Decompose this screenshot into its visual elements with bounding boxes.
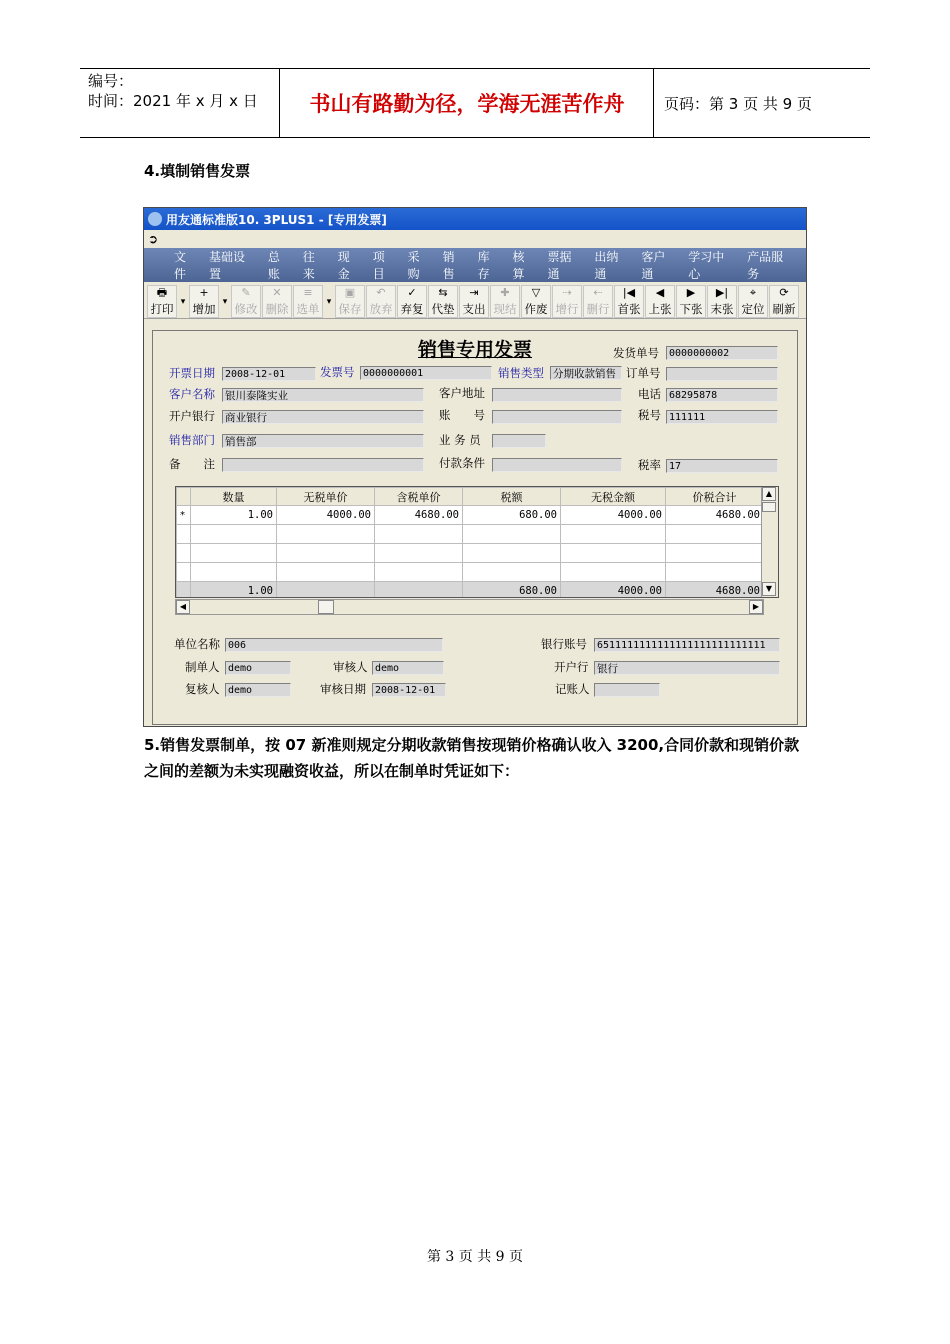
toolbar-icon: ⟳ <box>779 286 789 299</box>
toolbar-icon: ▽ <box>531 286 541 299</box>
toolbar-button[interactable] <box>676 285 706 318</box>
sale-type-label: 销售类型 <box>498 366 544 380</box>
grid-total-cell: 680.00 <box>463 582 561 599</box>
menu-item[interactable]: 客户通 <box>641 250 666 281</box>
toolbar-label: 增行 <box>555 302 579 316</box>
ship-no-field[interactable]: 0000000002 <box>666 346 778 360</box>
toolbar-icon: ⇥ <box>469 286 479 299</box>
toolbar-icon: 🖶 <box>156 286 168 299</box>
account-field[interactable] <box>492 410 622 424</box>
grid-total-cell: 4680.00 <box>666 582 764 599</box>
bookkeeper-label: 记账人 <box>555 682 590 696</box>
toolbar-button[interactable] <box>335 285 365 318</box>
toolbar-label: 增加 <box>192 302 216 316</box>
toolbar-icon: ◀ <box>655 286 665 299</box>
toolbar-label: 选单 <box>296 302 320 316</box>
grid-cell[interactable] <box>463 563 561 582</box>
grid-total-cell <box>277 582 375 599</box>
exit-arrow-icon[interactable]: ➲ <box>148 232 159 246</box>
open-bank-field[interactable]: 银行 <box>594 661 780 675</box>
address-label: 客户地址 <box>439 386 485 400</box>
toolbar-icon: ⇆ <box>438 286 448 299</box>
auditor-label: 审核人 <box>333 660 368 674</box>
grid-vertical-scrollbar[interactable] <box>761 487 778 597</box>
toolbar-button[interactable] <box>189 285 219 318</box>
phone-label: 电话 <box>638 387 661 401</box>
grid-cell[interactable]: 4000.00 <box>277 506 375 525</box>
menu-item[interactable]: 现金 <box>337 250 350 281</box>
dropdown-arrow-icon[interactable]: ▾ <box>326 296 332 307</box>
menu-item[interactable]: 核算 <box>512 250 525 281</box>
grid-cell[interactable] <box>463 544 561 563</box>
toolbar-button[interactable] <box>262 285 292 318</box>
invoice-title: 销售专用发票 <box>418 339 533 361</box>
app-logo-icon <box>148 212 162 226</box>
tax-rate-label: 税率 <box>638 458 661 472</box>
row-marker <box>177 582 191 599</box>
grid-cell[interactable] <box>375 544 463 563</box>
toolbar-button[interactable] <box>428 285 458 318</box>
grid-total-cell <box>375 582 463 599</box>
pay-terms-field[interactable] <box>492 458 622 472</box>
section-5-text: 5.销售发票制单，按 07 新准则规定分期收款销售按现销价格确认收入 3200,合同价款和现销价款之间的差额为未实现融资收益，所以在制单时凭证如下： <box>144 736 800 780</box>
table-row[interactable] <box>177 563 764 582</box>
reviewer-label: 复核人 <box>185 682 220 696</box>
tax-no-label: 税号 <box>638 408 661 422</box>
grid-cell[interactable] <box>375 563 463 582</box>
grid-total-cell: 4000.00 <box>561 582 666 599</box>
grid-cell[interactable] <box>375 525 463 544</box>
toolbar-button[interactable] <box>397 285 427 318</box>
table-row[interactable] <box>177 544 764 563</box>
grid-cell[interactable] <box>191 525 277 544</box>
grid-cell[interactable] <box>277 544 375 563</box>
toolbar-button[interactable] <box>614 285 644 318</box>
reviewer-field[interactable]: demo <box>225 683 291 697</box>
toolbar-button[interactable] <box>459 285 489 318</box>
bank-label: 开户银行 <box>169 409 215 423</box>
toolbar-icon: ✓ <box>407 286 417 299</box>
invoice-no-label: 发票号 <box>320 365 355 379</box>
toolbar-button[interactable] <box>147 285 177 318</box>
grid-column-header[interactable]: 税额 <box>463 488 561 506</box>
grid-column-header[interactable]: 价税合计 <box>666 488 764 506</box>
toolbar-label: 首张 <box>617 302 641 316</box>
grid-cell[interactable]: 1.00 <box>191 506 277 525</box>
toolbar-icon: ≡ <box>303 286 313 299</box>
order-no-label: 订单号 <box>626 366 661 380</box>
customer-field[interactable]: 银川泰隆实业 <box>222 388 424 402</box>
dropdown-arrow-icon[interactable]: ▾ <box>222 296 228 307</box>
row-marker <box>177 525 191 544</box>
toolbar <box>144 282 806 319</box>
grid-column-header[interactable]: 含税单价 <box>375 488 463 506</box>
auditor-field[interactable]: demo <box>372 661 444 675</box>
motto: 书山有路勤为径，学海无涯苦作舟 <box>281 69 654 137</box>
toolbar-icon: ✕ <box>272 286 282 299</box>
menu-bar <box>144 248 806 282</box>
toolbar-button[interactable] <box>583 285 613 318</box>
tax-rate-field[interactable]: 17 <box>666 459 778 473</box>
table-row[interactable] <box>177 506 764 525</box>
dropdown-arrow-icon[interactable]: ▾ <box>180 296 186 307</box>
toolbar-label: 末张 <box>710 302 734 316</box>
toolbar-label: 代垫 <box>431 302 455 316</box>
toolbar-label: 删行 <box>586 302 610 316</box>
grid-total-row <box>177 582 764 599</box>
menu-item[interactable]: 学习中心 <box>688 250 725 281</box>
toolbar-icon: ✚ <box>500 286 510 299</box>
grid-cell[interactable] <box>666 544 764 563</box>
toolbar-button[interactable] <box>231 285 261 318</box>
pay-terms-label: 付款条件 <box>439 456 485 470</box>
toolbar-button[interactable] <box>366 285 396 318</box>
document-header <box>80 68 870 138</box>
scroll-right-icon[interactable]: ▶ <box>749 600 763 614</box>
remark-label: 备 注 <box>169 457 215 471</box>
grid-horizontal-scrollbar[interactable] <box>175 599 764 615</box>
grid-cell[interactable] <box>191 563 277 582</box>
date-field[interactable]: 2008-12-01 <box>222 367 316 381</box>
grid-corner <box>177 488 191 506</box>
invoice-lines-grid <box>175 486 779 598</box>
page-info: 页码：第 3 页 共 9 页 <box>664 94 812 113</box>
toolbar-button[interactable] <box>521 285 551 318</box>
toolbar-button[interactable] <box>738 285 768 318</box>
toolbar-icon: ⇠ <box>593 286 603 299</box>
toolbar-label: 放弃 <box>369 302 393 316</box>
window-titlebar[interactable] <box>144 208 806 230</box>
toolbar-label: 弃复 <box>400 302 424 316</box>
grid-cell[interactable] <box>666 525 764 544</box>
grid-cell[interactable] <box>561 525 666 544</box>
customer-label: 客户名称 <box>169 387 215 401</box>
toolbar-label: 修改 <box>234 302 258 316</box>
toolbar-button[interactable] <box>293 285 323 318</box>
dept-field[interactable]: 销售部 <box>222 434 424 448</box>
grid-cell[interactable]: 680.00 <box>463 506 561 525</box>
toolbar-icon: ▶ <box>686 286 696 299</box>
toolbar-button[interactable] <box>645 285 675 318</box>
toolbar-icon: ↶ <box>376 286 386 299</box>
section-4-title: 4.填制销售发票 <box>144 162 251 180</box>
sub-bar <box>144 230 806 248</box>
order-no-field[interactable] <box>666 367 778 381</box>
open-bank-label: 开户行 <box>554 660 589 674</box>
grid-cell[interactable] <box>463 525 561 544</box>
bank-acct-field[interactable]: 6511111111111111111111111111 <box>594 638 780 652</box>
h-scroll-thumb[interactable] <box>318 600 334 614</box>
menu-item[interactable]: 销售 <box>442 250 455 281</box>
toolbar-label: 刷新 <box>772 302 796 316</box>
toolbar-label: 定位 <box>741 302 765 316</box>
grid-header-row <box>177 488 764 506</box>
grid-cell[interactable] <box>277 563 375 582</box>
toolbar-label: 保存 <box>338 302 362 316</box>
menu-item[interactable]: 项目 <box>372 250 385 281</box>
number-label: 编号： <box>88 72 134 90</box>
row-marker <box>177 544 191 563</box>
toolbar-button[interactable] <box>707 285 737 318</box>
grid-table <box>176 487 764 598</box>
toolbar-button[interactable] <box>490 285 520 318</box>
row-marker: * <box>177 506 191 525</box>
toolbar-label: 下张 <box>679 302 703 316</box>
menu-item[interactable]: 产品服务 <box>747 250 784 281</box>
scroll-up-icon[interactable]: ▲ <box>762 487 776 501</box>
page-footer: 第 3 页 共 9 页 <box>426 1249 524 1265</box>
header-meta-cell <box>80 69 280 137</box>
menu-item[interactable]: 文件 <box>174 250 187 281</box>
grid-cell[interactable]: 4680.00 <box>666 506 764 525</box>
audit-date-field[interactable]: 2008-12-01 <box>372 683 446 697</box>
address-field[interactable] <box>492 388 622 402</box>
sale-type-field[interactable]: 分期收款销售 <box>550 366 622 380</box>
toolbar-icon: |◀ <box>622 286 636 299</box>
grid-cell[interactable] <box>666 563 764 582</box>
salesman-label: 业 务 员 <box>439 433 481 447</box>
scroll-down-icon[interactable]: ▼ <box>762 582 776 596</box>
menu-item[interactable]: 出纳通 <box>594 250 619 281</box>
toolbar-label: 现结 <box>493 302 517 316</box>
time-label: 时间：2021 年 x 月 x 日 <box>88 92 258 110</box>
grid-cell[interactable] <box>561 544 666 563</box>
toolbar-label: 支出 <box>462 302 486 316</box>
bookkeeper-field[interactable] <box>594 683 660 697</box>
toolbar-icon: ▶| <box>715 286 729 299</box>
grid-column-header[interactable]: 无税金额 <box>561 488 666 506</box>
grid-cell[interactable] <box>191 544 277 563</box>
toolbar-label: 作废 <box>524 302 548 316</box>
audit-date-label: 审核日期 <box>320 682 366 696</box>
invoice-no-field[interactable]: 0000000001 <box>360 366 492 380</box>
menu-item[interactable]: 基础设置 <box>208 250 245 281</box>
window-title: 用友通标准版10. 3PLUS1 - [专用发票] <box>166 212 387 227</box>
scroll-thumb[interactable] <box>762 502 776 512</box>
grid-total-cell: 1.00 <box>191 582 277 599</box>
toolbar-label: 上张 <box>648 302 672 316</box>
toolbar-icon: ⌖ <box>749 286 757 299</box>
toolbar-icon: ▣ <box>344 286 356 299</box>
invoice-form <box>152 330 798 725</box>
salesman-field[interactable] <box>492 434 546 448</box>
grid-column-header[interactable]: 数量 <box>191 488 277 506</box>
grid-cell[interactable] <box>277 525 375 544</box>
account-label: 账 号 <box>439 408 485 422</box>
phone-field[interactable]: 68295878 <box>666 388 778 402</box>
app-window <box>143 207 807 727</box>
grid-cell[interactable]: 4680.00 <box>375 506 463 525</box>
menu-item[interactable]: 采购 <box>407 250 420 281</box>
table-row[interactable] <box>177 525 764 544</box>
toolbar-label: 删除 <box>265 302 289 316</box>
menu-item[interactable]: 票据通 <box>547 250 572 281</box>
toolbar-icon: ✎ <box>241 286 251 299</box>
scroll-left-icon[interactable]: ◀ <box>176 600 190 614</box>
maker-label: 制单人 <box>185 660 220 674</box>
toolbar-button[interactable] <box>769 285 799 318</box>
unit-label: 单位名称 <box>174 637 220 651</box>
tax-no-field[interactable]: 111111 <box>666 410 778 424</box>
toolbar-icon: ⇢ <box>562 286 572 299</box>
menu-item[interactable]: 库存 <box>477 250 490 281</box>
ship-no-label: 发货单号 <box>613 346 659 360</box>
menu-item[interactable]: 往来 <box>302 250 315 281</box>
bank-field[interactable]: 商业银行 <box>222 410 424 424</box>
bank-acct-label: 银行账号 <box>541 637 587 651</box>
grid-cell[interactable]: 4000.00 <box>561 506 666 525</box>
row-marker <box>177 563 191 582</box>
remark-field[interactable] <box>222 458 424 472</box>
date-label: 开票日期 <box>169 366 215 380</box>
toolbar-label: 打印 <box>150 302 174 316</box>
unit-field[interactable]: 006 <box>225 638 443 652</box>
toolbar-icon: + <box>199 286 209 299</box>
grid-column-header[interactable]: 无税单价 <box>277 488 375 506</box>
toolbar-button[interactable] <box>552 285 582 318</box>
dept-label: 销售部门 <box>169 433 215 447</box>
maker-field[interactable]: demo <box>225 661 291 675</box>
menu-item[interactable]: 总账 <box>267 250 280 281</box>
grid-cell[interactable] <box>561 563 666 582</box>
